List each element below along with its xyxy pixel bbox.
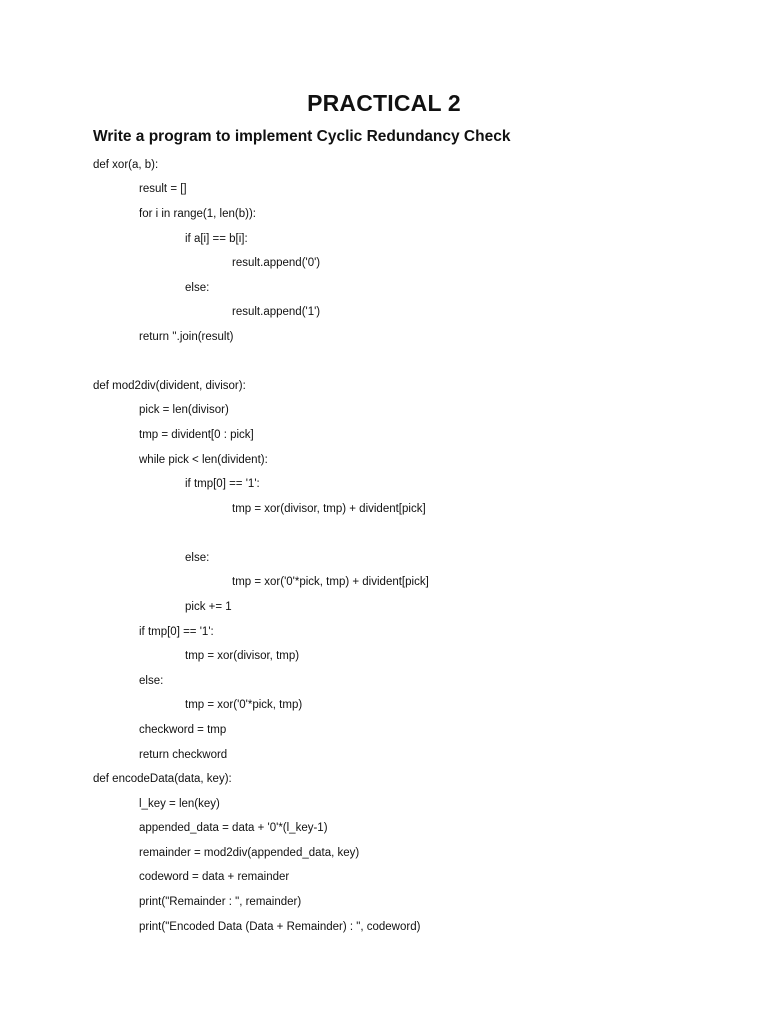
code-line: result = [] [139, 183, 187, 195]
code-line: if a[i] == b[i]: [185, 233, 248, 245]
code-line: if tmp[0] == '1': [185, 478, 260, 490]
code-line: checkword = tmp [139, 724, 227, 736]
code-line: return ''.join(result) [139, 331, 234, 343]
code-line: return checkword [139, 749, 228, 761]
code-line: appended_data = data + '0'*(l_key-1) [139, 822, 328, 834]
page-subtitle: Write a program to implement Cyclic Redundancy Check [93, 128, 511, 145]
code-line: else: [185, 282, 210, 294]
code-line: tmp = xor(divisor, tmp) + divident[pick] [232, 503, 426, 515]
code-line: if tmp[0] == '1': [139, 626, 214, 638]
code-line: pick += 1 [185, 601, 232, 613]
code-line: codeword = data + remainder [139, 871, 290, 883]
code-line: result.append('1') [232, 306, 321, 318]
code-line: def encodeData(data, key): [93, 773, 232, 785]
code-line: tmp = xor('0'*pick, tmp) [185, 699, 303, 711]
code-line: while pick < len(divident): [139, 454, 268, 466]
code-line: result.append('0') [232, 257, 321, 269]
code-line: pick = len(divisor) [139, 404, 229, 416]
code-line: def xor(a, b): [93, 159, 159, 171]
code-line: else: [139, 675, 164, 687]
code-line: remainder = mod2div(appended_data, key) [139, 847, 360, 859]
code-line: for i in range(1, len(b)): [139, 208, 256, 220]
code-line: print("Encoded Data (Data + Remainder) : ", codeword) [139, 921, 421, 933]
code-line: l_key = len(key) [139, 798, 220, 810]
code-line: def mod2div(divident, divisor): [93, 380, 246, 392]
code-line: else: [185, 552, 210, 564]
code-line: tmp = xor(divisor, tmp) [185, 650, 300, 662]
code-line: tmp = xor('0'*pick, tmp) + divident[pick] [232, 576, 429, 588]
code-line: print("Remainder : ", remainder) [139, 896, 302, 908]
code-line: tmp = divident[0 : pick] [139, 429, 254, 441]
page-title: PRACTICAL 2 [307, 90, 461, 116]
